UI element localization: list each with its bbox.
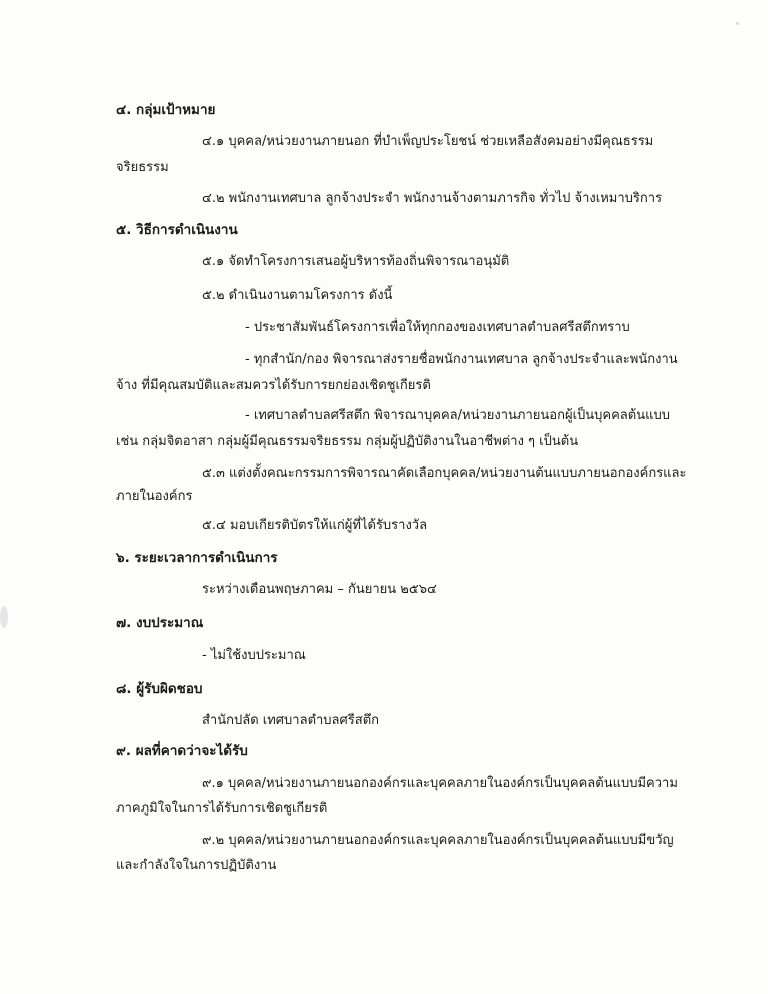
section-5-4: ๕.๔ มอบเกียรติบัตรให้แก่ผู้ที่ได้รับรางวัล [202, 518, 428, 533]
section-6-heading: ๖. ระยะเวลาการดำเนินการ [116, 550, 278, 566]
section-5-3-line2: ภายในองค์กร [116, 489, 193, 504]
section-5-2-bullet-2-line1: - ทุกสำนัก/กอง พิจารณาส่งรายชื่อพนักงานเทศบาล ลูกจ้างประจำและพนักงาน [245, 352, 678, 367]
section-5-3-line1: ๕.๓ แต่งตั้งคณะกรรมการพิจารณาคัดเลือกบุคคล/หน่วยงานต้นแบบภายนอกองค์กรและ [202, 466, 687, 481]
section-5-2: ๕.๒ ดำเนินงานตามโครงการ ดังนี้ [202, 288, 393, 303]
section-7-body: - ไม่ใช้งบประมาณ [202, 648, 306, 663]
punch-hole-shadow [0, 606, 8, 628]
section-5-heading: ๕. วิธีการดำเนินงาน [116, 222, 238, 238]
section-5-2-bullet-1: - ประชาสัมพันธ์โครงการเพื่อให้ทุกกองของเทศบาลตำบลศรีสตึกทราบ [245, 320, 630, 335]
section-5-2-bullet-2-line2: จ้าง ที่มีคุณสมบัติและสมควรได้รับการยกย่องเชิดชูเกียรติ [116, 378, 431, 393]
section-5-1: ๕.๑ จัดทำโครงการเสนอผู้บริหารท้องถิ่นพิจารณาอนุมัติ [202, 254, 510, 269]
scan-speck [736, 22, 739, 25]
section-5-2-bullet-3-line2: เช่น กลุ่มจิตอาสา กลุ่มผู้มีคุณธรรมจริยธรรม กลุ่มผู้ปฏิบัติงานในอาชีพต่าง ๆ เป็นต้น [116, 434, 579, 449]
section-9-2-line1: ๙.๒ บุคคล/หน่วยงานภายนอกองค์กรและบุคคลภายในองค์กรเป็นบุคคลต้นแบบมีขวัญ [202, 833, 674, 848]
section-4-2: ๔.๒ พนักงานเทศบาล ลูกจ้างประจำ พนักงานจ้างตามภารกิจ ทั่วไป จ้างเหมาบริการ [202, 191, 663, 206]
section-9-1-line2: ภาคภูมิใจในการได้รับการเชิดชูเกียรติ [116, 801, 328, 816]
section-5-2-bullet-3-line1: - เทศบาลตำบลศรีสตึก พิจารณาบุคคล/หน่วยงานภายนอกผู้เป็นบุคคลต้นแบบ [245, 408, 670, 423]
section-9-heading: ๙. ผลที่คาดว่าจะได้รับ [116, 743, 248, 759]
section-4-1-line2: จริยธรรม [116, 160, 169, 175]
section-9-1-line1: ๙.๑ บุคคล/หน่วยงานภายนอกองค์กรและบุคคลภายในองค์กรเป็นบุคคลต้นแบบมีความ [202, 776, 678, 791]
section-8-heading: ๘. ผู้รับผิดชอบ [116, 681, 203, 697]
section-9-2-line2: และกำลังใจในการปฏิบัติงาน [116, 858, 277, 873]
section-7-heading: ๗. งบประมาณ [116, 615, 204, 631]
section-4-heading: ๔. กลุ่มเป้าหมาย [116, 102, 216, 118]
section-6-body: ระหว่างเดือนพฤษภาคม – กันยายน ๒๕๖๔ [202, 582, 437, 597]
section-4-1-line1: ๔.๑ บุคคล/หน่วยงานภายนอก ที่บำเพ็ญประโยชน์ ช่วยเหลือสังคมอย่างมีคุณธรรม [202, 134, 654, 149]
section-8-body: สำนักปลัด เทศบาลตำบลศรีสตึก [202, 713, 380, 728]
